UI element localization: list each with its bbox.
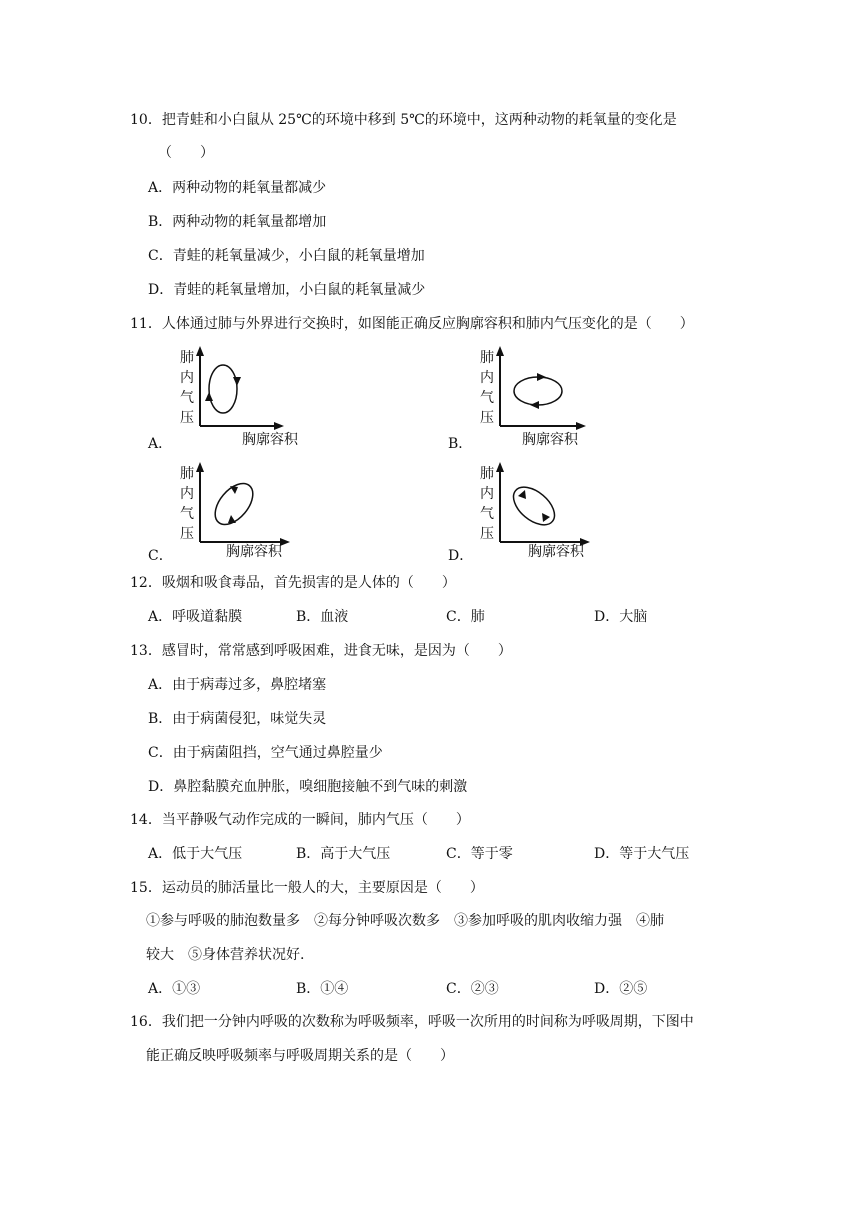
q15-option-d: D．②⑤ xyxy=(594,981,648,997)
q11-b-x-label: 胸廓容积 xyxy=(522,432,578,448)
q11-a-y-label-2: 内 xyxy=(180,370,194,386)
q11-d-y-label-1: 肺 xyxy=(480,466,494,482)
q11-option-d-letter: D． xyxy=(448,548,474,564)
q15-statements-line-2: 较大 ⑤身体营养状况好. xyxy=(146,947,305,963)
q12-option-d: D．大脑 xyxy=(594,609,648,625)
q11-c-y-label-1: 肺 xyxy=(180,466,194,482)
q11-b-y-label-4: 压 xyxy=(480,410,494,426)
q11-graph-a xyxy=(176,344,298,448)
q11-graph-b xyxy=(476,344,588,448)
q11-d-x-label: 胸廓容积 xyxy=(528,544,584,560)
q14-option-a: A．低于大气压 xyxy=(148,846,243,862)
q10-option-b: B．两种动物的耗氧量都增加 xyxy=(148,214,327,230)
q13-option-d: D．鼻腔黏膜充血肿胀，嗅细胞接触不到气味的刺激 xyxy=(148,779,468,795)
q14-option-c: C．等于零 xyxy=(446,846,513,862)
q11-d-y-label-4: 压 xyxy=(480,526,494,542)
q11-a-y-label-1: 肺 xyxy=(180,350,194,366)
q11-d-y-label-3: 气 xyxy=(480,506,494,522)
q15-statements-line-1: ①参与呼吸的肺泡数量多 ②每分钟呼吸次数多 ③参加呼吸的肌肉收缩力强 ④肺 xyxy=(146,913,664,929)
q11-c-y-label-2: 内 xyxy=(180,486,194,502)
q16-stem-line-2: 能正确反映呼吸频率与呼吸周期关系的是（ ） xyxy=(146,1048,454,1064)
q11-graph-c xyxy=(176,460,294,564)
q14-option-b: B．高于大气压 xyxy=(296,846,391,862)
q11-option-c-letter: C． xyxy=(148,548,173,564)
q15-option-c: C．②③ xyxy=(446,981,499,997)
q11-graph-d xyxy=(476,460,594,564)
q10-option-c: C．青蛙的耗氧量减少，小白鼠的耗氧量增加 xyxy=(148,248,425,264)
q11-b-y-label-3: 气 xyxy=(480,390,494,406)
q11-b-y-label-2: 内 xyxy=(480,370,494,386)
q11-option-a-letter: A． xyxy=(148,436,173,452)
q11-stem: 11．人体通过肺与外界进行交换时，如图能正确反应胸廓容积和肺内气压变化的是（ ） xyxy=(130,316,694,332)
q12-stem: 12．吸烟和吸食毒品，首先损害的是人体的（ ） xyxy=(130,575,456,591)
q12-option-b: B．血液 xyxy=(296,609,349,625)
q11-option-b-letter: B． xyxy=(448,436,473,452)
q14-option-d: D．等于大气压 xyxy=(594,846,690,862)
q13-option-c: C．由于病菌阻挡，空气通过鼻腔量少 xyxy=(148,745,383,761)
q11-c-x-label: 胸廓容积 xyxy=(226,544,282,560)
q13-stem: 13．感冒时，常常感到呼吸困难，进食无味，是因为（ ） xyxy=(130,643,512,659)
q16-stem: 16．我们把一分钟内呼吸的次数称为呼吸频率，呼吸一次所用的时间称为呼吸周期，下图中 xyxy=(130,1014,694,1030)
q11-b-y-label-1: 肺 xyxy=(480,350,494,366)
q12-option-c: C．肺 xyxy=(446,609,485,625)
q15-stem: 15．运动员的肺活量比一般人的大，主要原因是（ ） xyxy=(130,880,484,896)
q11-a-y-label-4: 压 xyxy=(180,410,194,426)
q11-c-y-label-3: 气 xyxy=(180,506,194,522)
q11-a-x-label: 胸廓容积 xyxy=(242,432,298,448)
q10-option-d: D．青蛙的耗氧量增加，小白鼠的耗氧量减少 xyxy=(148,282,426,298)
q11-d-y-label-2: 内 xyxy=(480,486,494,502)
q12-option-a: A．呼吸道黏膜 xyxy=(148,609,243,625)
q13-option-b: B．由于病菌侵犯，味觉失灵 xyxy=(148,711,327,727)
q11-c-y-label-4: 压 xyxy=(180,526,194,542)
q10-stem: 10．把青蛙和小白鼠从 25℃的环境中移到 5℃的环境中，这两种动物的耗氧量的变化是 xyxy=(130,112,677,128)
q14-stem: 14．当平静吸气动作完成的一瞬间，肺内气压（ ） xyxy=(130,812,470,828)
q11-a-y-label-3: 气 xyxy=(180,390,194,406)
q10-answer-paren: （ ） xyxy=(158,145,214,161)
q10-option-a: A．两种动物的耗氧量都减少 xyxy=(148,180,327,196)
q15-option-a: A．①③ xyxy=(148,981,201,997)
q13-option-a: A．由于病毒过多，鼻腔堵塞 xyxy=(148,677,327,693)
q15-option-b: B．①④ xyxy=(296,981,349,997)
